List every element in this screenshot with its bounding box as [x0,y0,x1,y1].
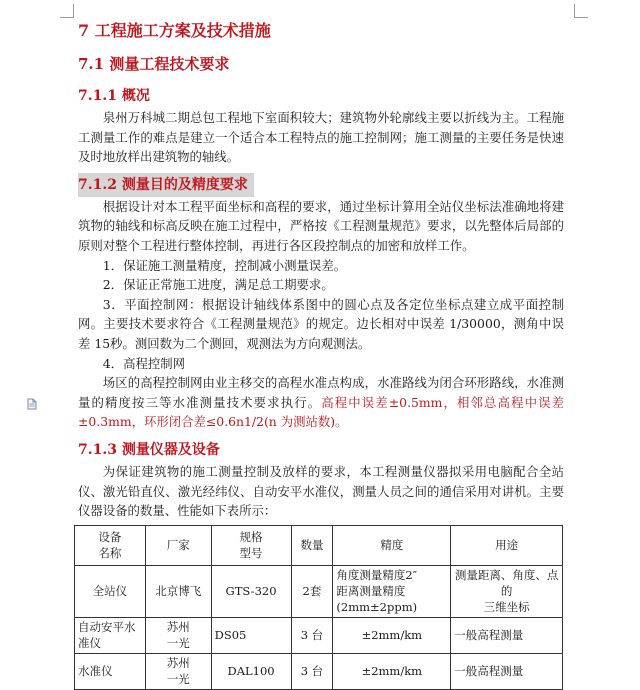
section-heading-7-1: 7.1 测量工程技术要求 [78,55,230,73]
header-cell: 精度 [333,525,451,565]
table-cell: 全站仪 [75,565,146,617]
table-cell: 测量距离、角度、点的 三维坐标 [451,565,563,617]
subsection-heading-7-1-1: 7.1.1 概况 [78,88,150,104]
table-cell: 3 台 [291,617,333,653]
page-corner-mark-left [60,4,74,18]
table-cell: 一般高程测量 [451,653,563,689]
table-cell: 水准仪 [75,653,146,689]
header-cell: 规格 型号 [211,525,291,565]
table-row [75,653,563,689]
table-cell: 苏州 一光 [145,617,211,653]
elevation-text: 场区的高程控制网由业主移交的高程水准点构成，水准路线为闭合环形路线，水准测量的精度按三等水准测量技术要求执行。 [78,375,564,410]
table-cell: ±2mm/km [333,653,451,689]
table-row [75,617,563,653]
header-cell: 厂家 [145,525,211,565]
table-cell: ±2mm/km [333,617,451,653]
table-cell: 苏州 一光 [145,653,211,689]
table-cell: 北京博飞 [145,565,211,617]
elevation-paragraph [78,373,564,432]
header-cell: 设备 名称 [75,525,146,565]
table-cell: DAL100 [211,653,291,689]
document-icon[interactable] [26,398,38,410]
chapter-heading: 7 工程施工方案及技术措施 [78,21,271,40]
table-cell: GTS-320 [211,565,291,617]
table-cell: 2套 [291,565,333,617]
document-page [78,14,564,690]
list-item-4: 4．高程控制网 [102,355,186,371]
table-cell: DS05 [211,617,291,653]
page-corner-mark-right [574,4,588,18]
table-cell: 3 台 [291,653,333,689]
table-cell: 一般高程测量 [451,617,563,653]
list-item-1: 1．保证施工测量精度，控制减小测量误差。 [102,257,347,273]
subsection-heading-7-1-2: 7.1.2 测量目的及精度要求 [78,173,254,197]
instrument-table [74,525,563,690]
header-cell: 数量 [291,525,333,565]
subsection-heading-7-1-3: 7.1.3 测量仪器及设备 [78,441,220,458]
overview-paragraph: 泉州万科城二期总包工程地下室面积较大；建筑物外轮廓线主要以折线为主。工程施工测量工作的难点是建立一个适合本工程特点的施工控制网；施工测量的主要任务是快速及时地放样出建筑物的轴线。 [78,110,564,165]
elevation-tolerance-text: 高程中误差±0.5mm，相邻总高程中误差±0.3mm，环形闭合差≤0.6n1/2(n 为测站数)。 [78,394,564,430]
purpose-paragraph: 根据设计对本工程平面坐标和高程的要求，通过坐标计算用全站仪坐标法准确地将建筑物的轴线和标高反映在施工过程中，严格按《工程测量规范》要求，以先整体后局部的原则对整个工程进行整体控制，再进行各区段控制点的加密和放样工作。 [78,198,564,253]
table-cell: 角度测量精度2″ 距离测量精度 (2mm±2ppm) [333,565,451,617]
table-header-row [75,525,563,565]
list-item-3: 3．平面控制网：根据设计轴线体系图中的圆心点及各定位坐标点建立成平面控制网。主要技术要求符合《工程测量规范》的规定。边长相对中误差 1/30000，测角中误差 15秒。测回数为二个测回，观测法为方向观测法。 [78,296,564,351]
list-item-2: 2．保证正常施工进度，满足总工期要求。 [102,277,334,293]
instruments-paragraph: 为保证建筑物的施工测量控制及放样的要求，本工程测量仪器拟采用电脑配合全站仪、激光铅直仪、激光经纬仪、自动安平水准仪，测量人员之间的通信采用对讲机。主要仪器设备的数量、性能如下表所示： [78,463,564,519]
header-cell: 用途 [451,525,563,565]
table-cell: 自动安平水 准仪 [75,617,146,653]
table-row [75,565,563,617]
